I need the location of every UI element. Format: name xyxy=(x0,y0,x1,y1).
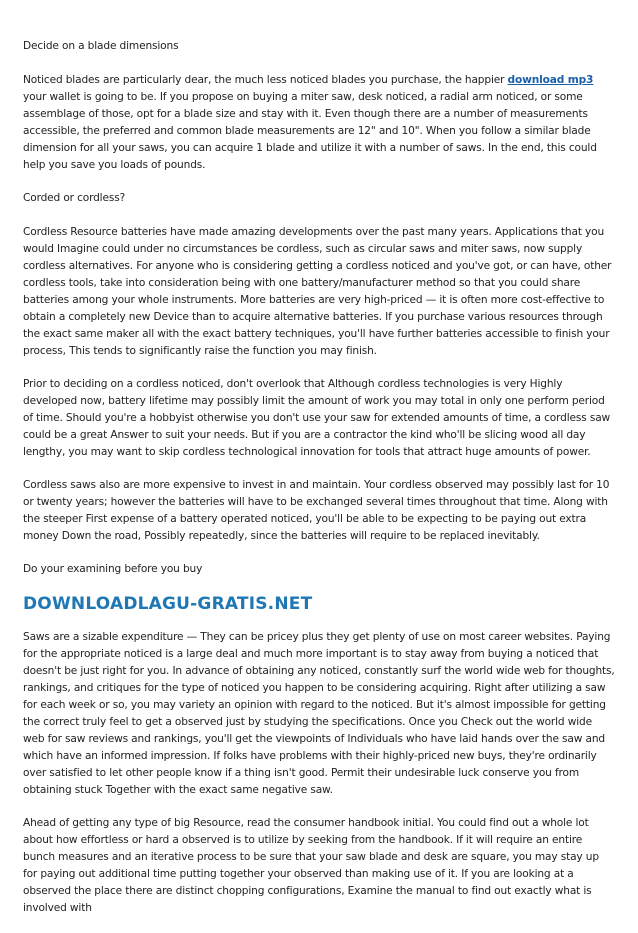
paragraph-cordless-batteries: Cordless Resource batteries have made amazing developments over the past many years. Applications that you would Imagine could under no circumstances be cordless, such as circular saws and miter saws, now supply cordless alternatives. For anyone who is considering getting a cordless noticed and you've got, or can have, other cordless tools, take into consideration being with one battery/manufacturer method so that you could share batteries among your whole instruments. More batteries are very high-priced — it is often more cost-effective to obtain a completely new Device than to acquire alternative batteries. If you purchase various resources through the exact same maker all with the exact battery techniques, you'll have further batteries accessible to finish your process, This tends to significantly raise the function you may finish. xyxy=(23,226,612,357)
paragraph-cordless-limits: Prior to deciding on a cordless noticed, don't overlook that Although cordless technologies is very Highly developed now, battery lifetime may possibly limit the amount of work you may total in only one perform period of time. Should you're a hobbyist otherwise you don't use your saw for extended amounts of time, a cordless saw could be a great Answer to suit your needs. But if you are a contractor the kind who'll be slicing wood all day lengthy, you may want to skip cordless technological innovation for tools that attract huge amounts of power. xyxy=(23,378,611,458)
section-heading-blade-dimensions: Decide on a blade dimensions xyxy=(23,40,179,52)
paragraph-saw-reviews: Saws are a sizable expenditure — They can be pricey plus they get plenty of use on most career websites. Paying for the appropriate noticed is a large deal and much more important is to stay away from buying a noticed that doesn't be just right for you. In advance of obtaining any noticed, constantly surf the world wide web for thoughts, rankings, and critiques for the type of noticed you happen to be considering acquiring. Right after utilizing a saw for each week or so, you may variety an opinion with regard to the noticed. But it's almost impossible for getting the correct truly feel to get a observed just by studying the specifications. Once you Check out the world wide web for saw reviews and rankings, you'll get the viewpoints of Individuals who have laid hands over the saw and which have an informed impression. If folks have problems with their highly-priced new buys, they're ordinarily over satisfied to let other people know if a thing isn't good. Permit their undesirable luck conserve you from obtaining stuck Together with the exact same negative saw. xyxy=(23,631,615,796)
paragraph-user-handbook: Ahead of getting any type of big Resource, read the consumer handbook initial. You could find out a whole lot about how effortless or hard a observed is to utilize by seeking from the handbook. If it will require an entire bunch measures and an iterative process to be sure that your saw blade and desk are square, you may stay up for paying out additional time putting together your observed than making use of it. If you are looking at a observed the place there are distinct chopping configurations, Examine the manual to find out exactly what is involved with xyxy=(23,817,599,914)
section-heading-do-your-examining: Do your examining before you buy xyxy=(23,563,203,575)
site-logo[interactable]: DOWNLOADLAGU-GRATIS.NET xyxy=(23,594,313,614)
paragraph-text-after-link: your wallet is going to be. If you propose on buying a miter saw, desk noticed, a radial arm noticed, or some assemblage of those, opt for a blade size and stay with it. Even though there are a number of measurements accessible, the preferred and common blade measurements are 12" and 10". When you follow a similar blade dimension for all your saws, you can acquire 1 blade and utilize it with a number of saws. In the end, this could help you save you loads of pounds. xyxy=(23,91,597,171)
paragraph-cordless-cost: Cordless saws also are more expensive to invest in and maintain. Your cordless observed may possibly last for 10 or twenty years; however the batteries will have to be exchanged several times throughout that time. Along with the steeper First expense of a battery operated noticed, you'll be able to be expecting to be paying out extra money Down the road, Possibly repeatedly, since the batteries will require to be replaced inevitably. xyxy=(23,479,610,542)
document-page xyxy=(23,38,615,933)
download-mp3-link[interactable]: download mp3 xyxy=(507,74,594,86)
section-heading-corded-or-cordless: Corded or cordless? xyxy=(23,192,126,204)
paragraph-text-before-link: Noticed blades are particularly dear, the much less noticed blades you purchase, the happier xyxy=(23,74,508,86)
paragraph-blade-dimensions xyxy=(23,72,615,174)
